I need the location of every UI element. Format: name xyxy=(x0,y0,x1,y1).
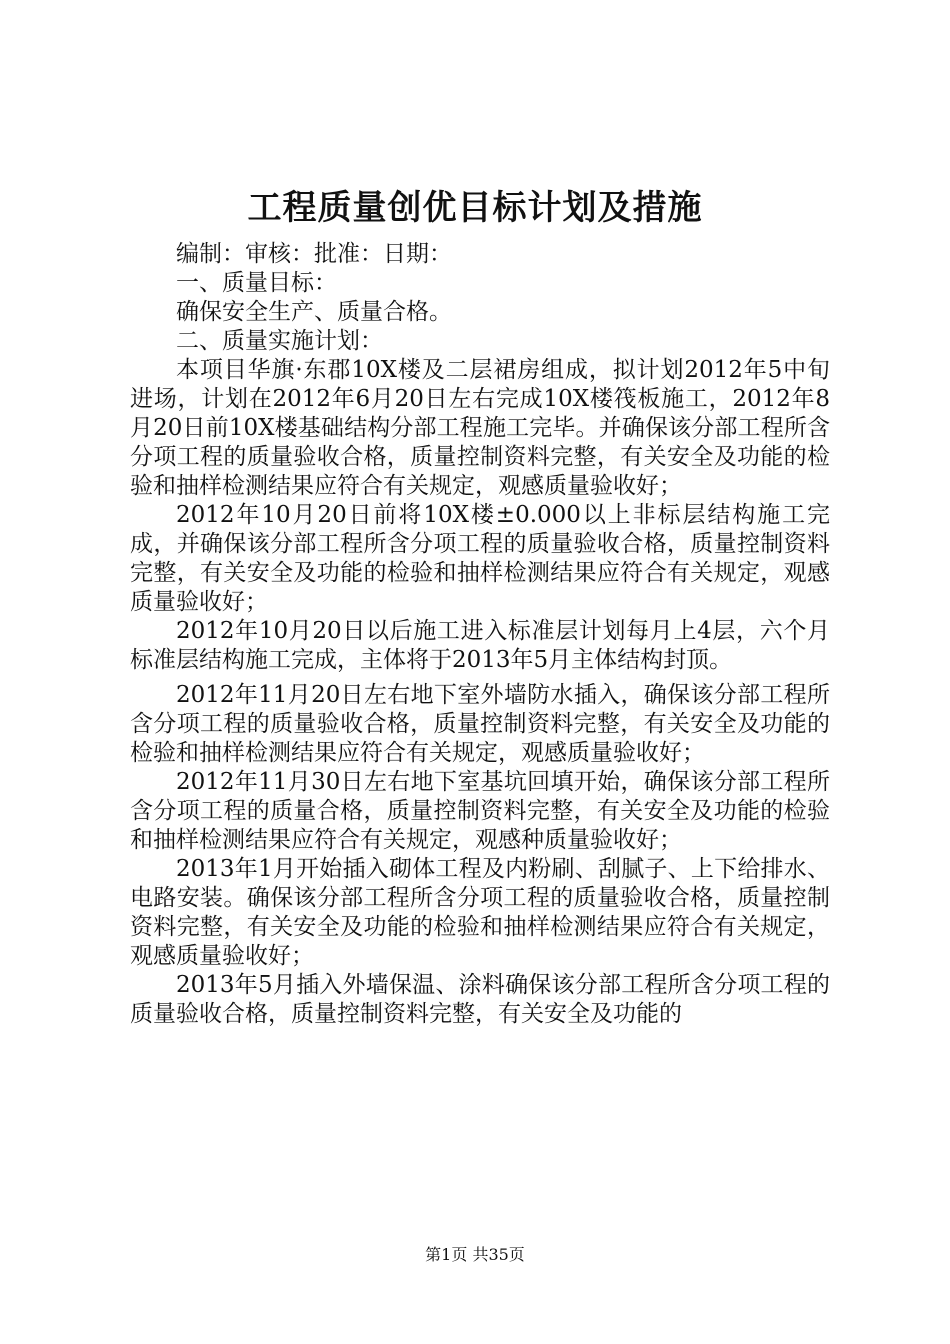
document-title: 工程质量创优目标计划及措施 xyxy=(247,188,703,228)
paragraph-basement-waterproofing: 2012年11月20日左右地下室外墙防水插入，确保该分部工程所含分项工程的质量验收合格，质量控制资料完整，有关安全及功能的检验和抽样检测结果应符合有关规定，观感质量验收好； xyxy=(130,682,830,766)
page-number-footer: 第1页 共35页 xyxy=(425,1245,525,1264)
paragraph-heading-quality-goal: 一、质量目标： xyxy=(176,270,337,296)
paragraph-masonry-installation: 2013年1月开始插入砌体工程及内粉刷、刮腻子、上下给排水、电路安装。确保该分部工程所含分项工程的质量验收合格，质量控制资料完整，有关安全及功能的检验和抽样检测结果应符合有关规定，观感质量验收好； xyxy=(130,856,830,969)
paragraph-nonstandard-floors: 2012年10月20日前将10X楼±0.000以上非标层结构施工完成，并确保该分部工程所含分项工程的质量验收合格，质量控制资料完整，有关安全及功能的检验和抽样检测结果应符合有关规定，观感质量验收好； xyxy=(130,502,830,615)
paragraph-signoff: 编制：审核：批准：日期： xyxy=(176,241,452,267)
paragraph-quality-goal: 确保安全生产、质量合格。 xyxy=(176,299,452,325)
document-body xyxy=(130,240,830,1029)
paragraph-standard-floors: 2012年10月20日以后施工进入标准层计划每月上4层，六个月标准层结构施工完成，主体将于2013年5月主体结构封顶。 xyxy=(130,618,830,673)
paragraph-heading-implementation-plan: 二、质量实施计划： xyxy=(176,328,383,354)
paragraph-exterior-insulation: 2013年5月插入外墙保温、涂料确保该分部工程所含分项工程的质量验收合格，质量控制资料完整，有关安全及功能的 xyxy=(130,972,830,1027)
paragraph-backfill: 2012年11月30日左右地下室基坑回填开始，确保该分部工程所含分项工程的质量合格，质量控制资料完整，有关安全及功能的检验和抽样检测结果应符合有关规定，观感种质量验收好； xyxy=(130,769,830,853)
paragraph-project-overview: 本项目华旗·东郡10X楼及二层裙房组成，拟计划2012年5中旬进场，计划在2012年6月20日左右完成10X楼筏板施工，2012年8月20日前10X楼基础结构分部工程施工完毕。并确保该分部工程所含分项工程的质量验收合格，质量控制资料完整，有关安全及功能的检验和抽样检测结果应符合有关规定，观感质量验收好； xyxy=(130,357,830,499)
